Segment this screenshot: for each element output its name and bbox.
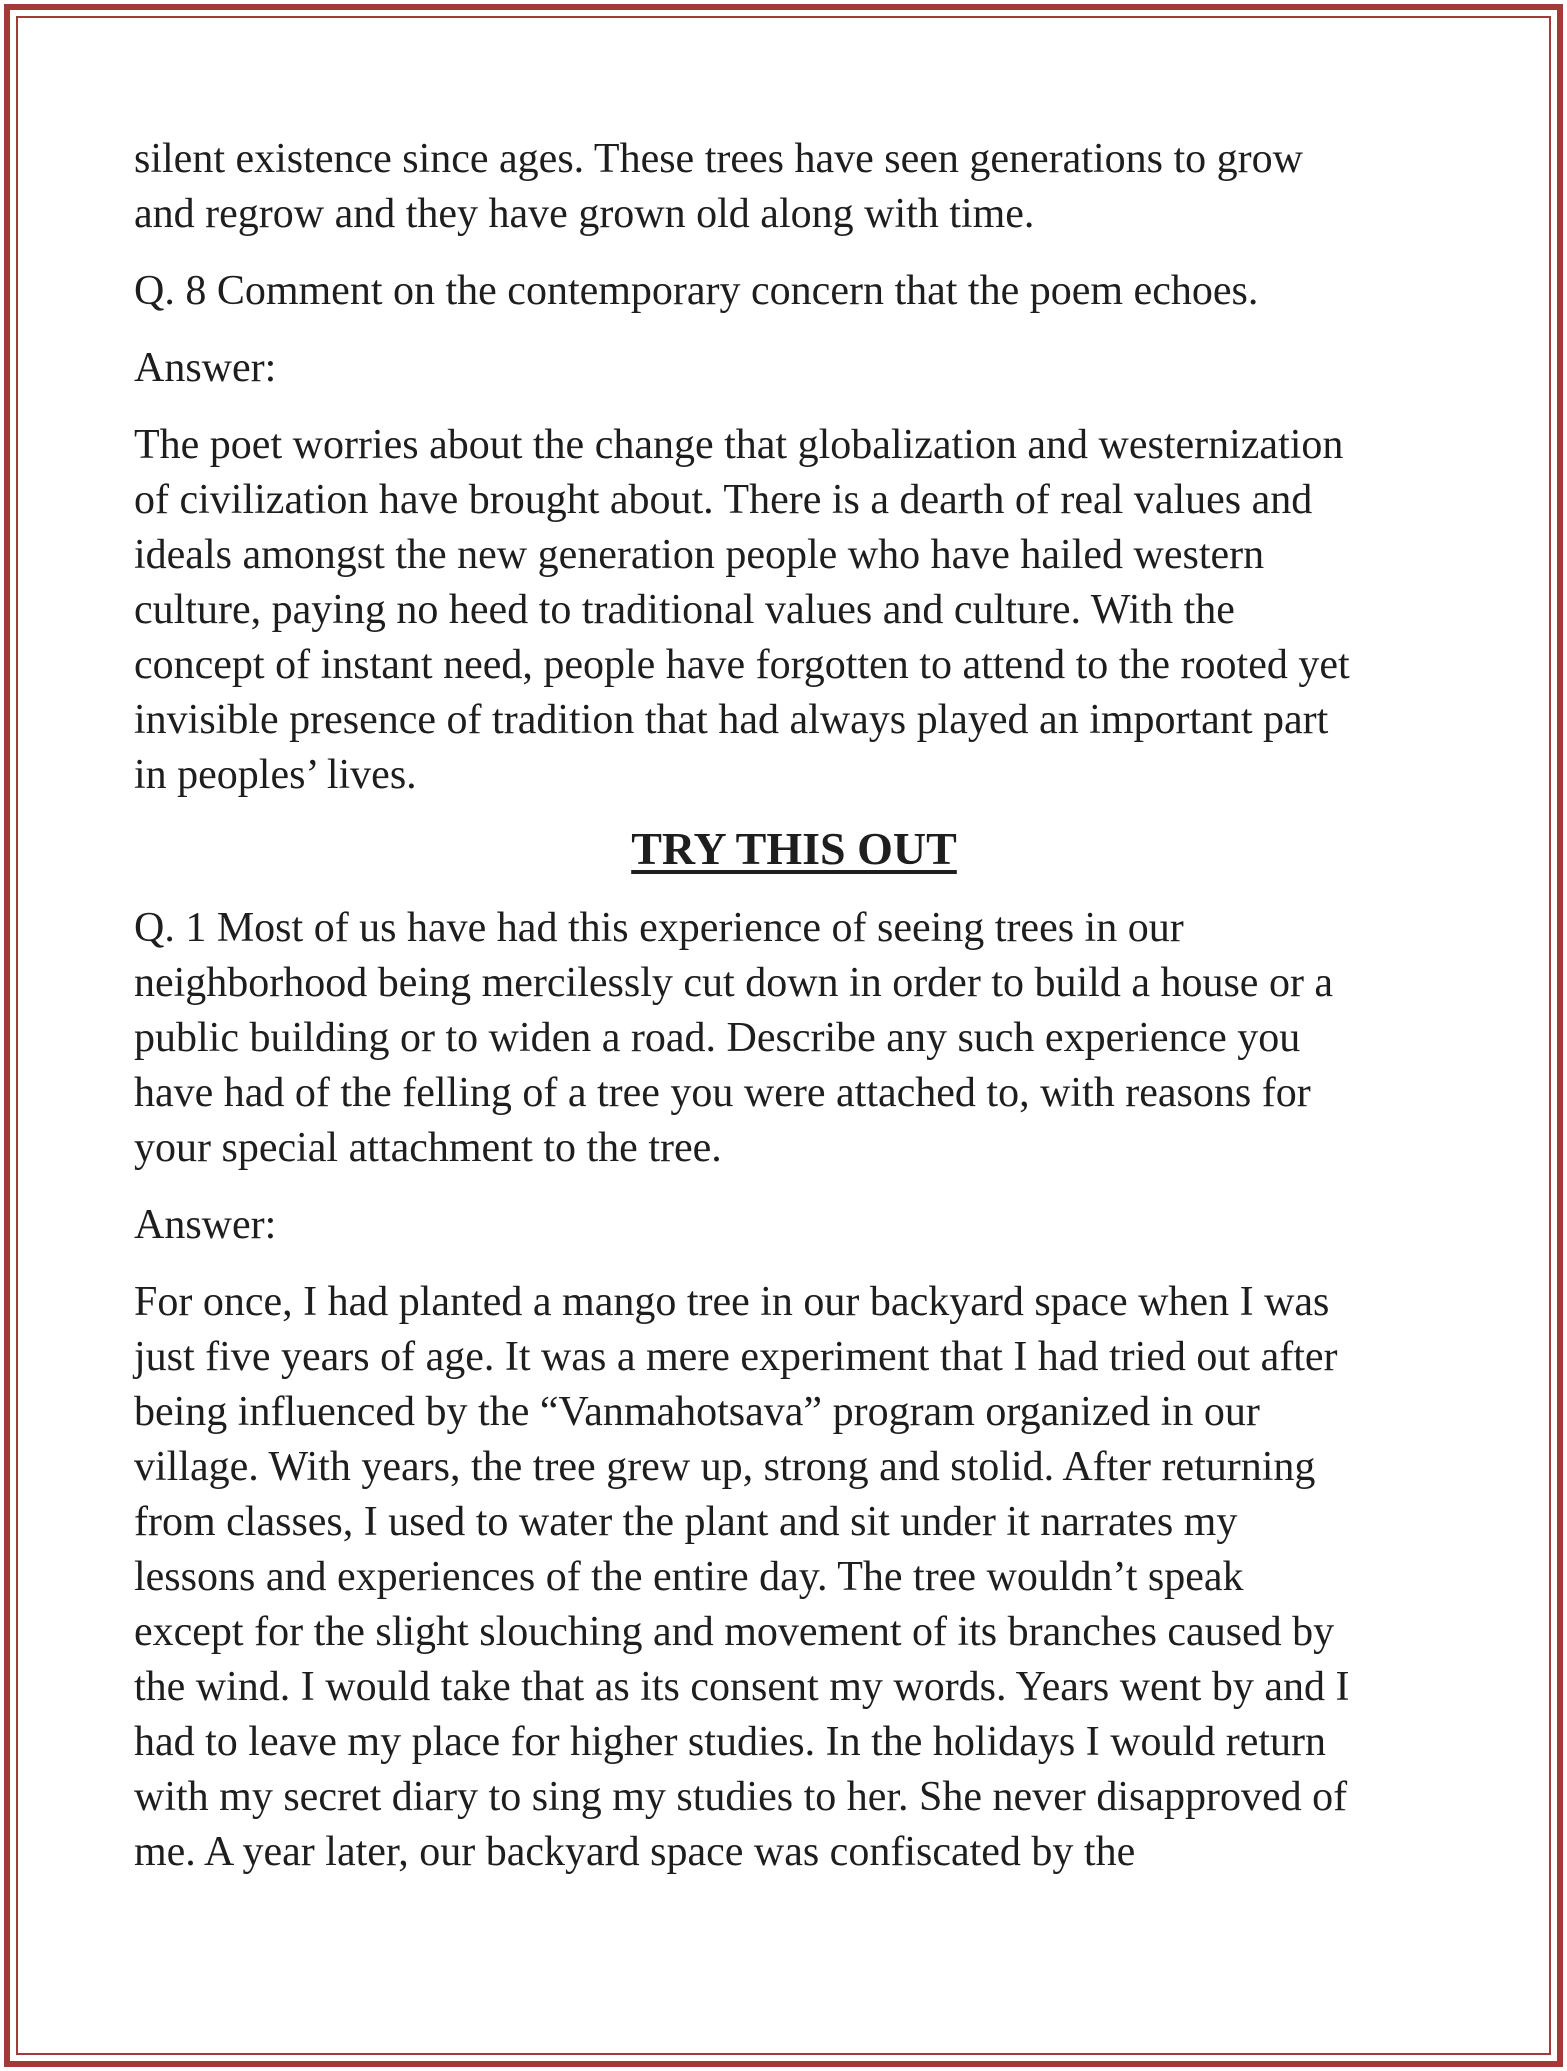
answer-8: The poet worries about the change that globalization and westernization of civilization have brought about. There is a dearth of real values and ideals amongst the new generation people who have hailed western culture, paying no heed to traditional values and culture. With the concept of instant need, people have forgotten to attend to the rooted yet invisible presence of tradition that had always played an important part in peoples’ lives. (134, 422, 1350, 798)
document-body (134, 132, 1454, 1880)
section-heading: TRY THIS OUT (631, 823, 957, 874)
question-8: Q. 8 Comment on the contemporary concern that the poem echoes. (134, 268, 1259, 314)
answer-1: For once, I had planted a mango tree in our backyard space when I was just five years of age. It was a mere experiment that I had tried out after being influenced by the “Vanmahotsava” program organized in our village. With years, the tree grew up, strong and stolid. After returning from classes, I used to water the plant and sit under it narrates my lessons and experiences of the entire day. The tree wouldn’t speak except for the slight slouching and movement of its branches caused by the wind. I would take that as its consent my words. Years went by and I had to leave my place for higher studies. In the holidays I would return with my secret diary to sing my studies to her. She never disapproved of me. A year later, our backyard space was confiscated by the (134, 1279, 1350, 1875)
answer-label-1: Answer: (134, 1202, 277, 1248)
answer-label-8: Answer: (134, 345, 277, 391)
continuation-paragraph: silent existence since ages. These trees have seen generations to grow and regrow and they have grown old along with time. (134, 136, 1303, 237)
question-1: Q. 1 Most of us have had this experience of seeing trees in our neighborhood being mercilessly cut down in order to build a house or a public building or to widen a road. Describe any such experience you have had of the felling of a tree you were attached to, with reasons for your special attachment to the tree. (134, 905, 1334, 1171)
